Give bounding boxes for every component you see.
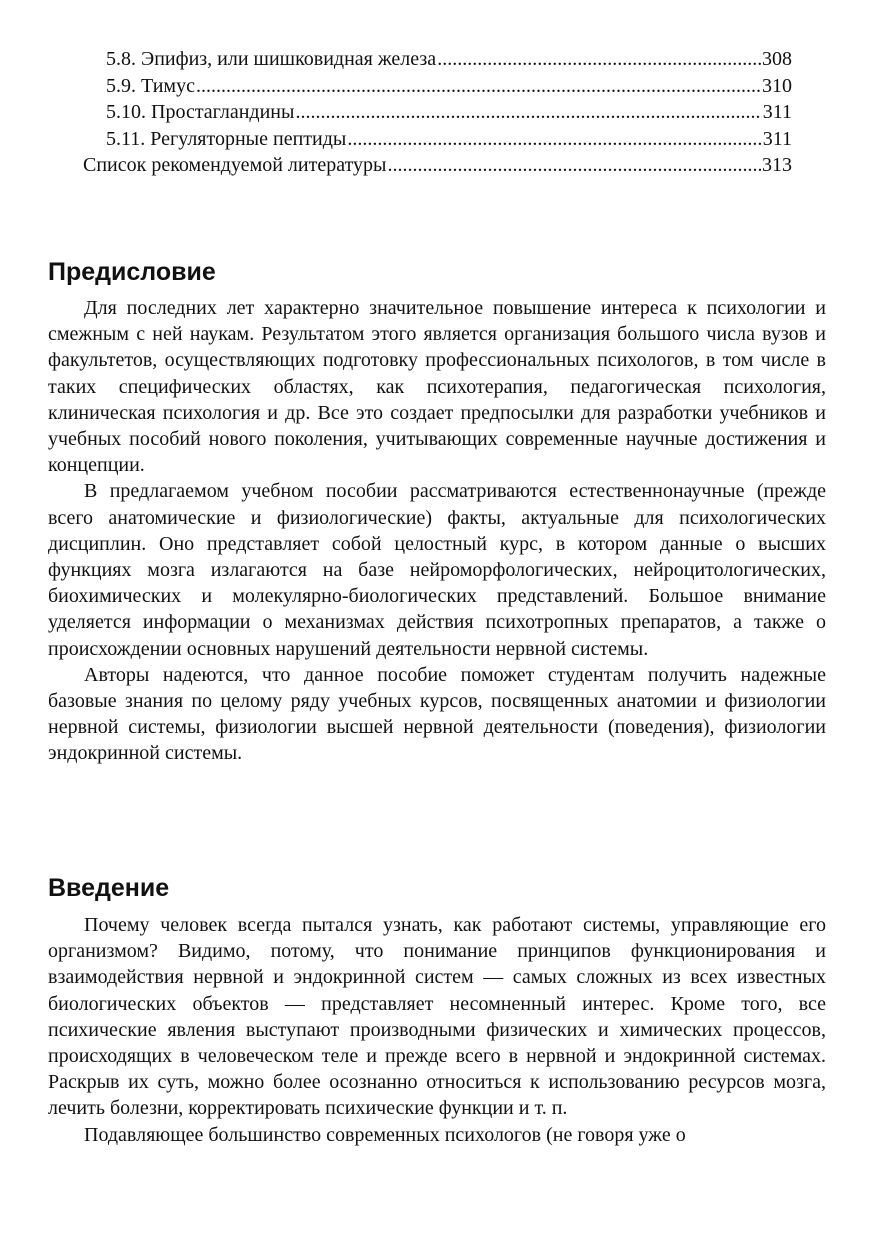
- preface-paragraph: Авторы надеются, что данное пособие поможет студентам получить надежные базовые знания по целому ряду учебных курсов, посвященных анатомии и физиологии нервной системы, физиологии высшей нервной деятельности (поведения), физиологии эндокринной системы.: [48, 663, 826, 765]
- toc-entry-title: 5.10. Простагландины: [106, 99, 295, 126]
- toc-entry-title: 5.9. Тимус: [106, 73, 196, 100]
- toc-dot-leader: [196, 73, 761, 100]
- preface-heading: Предисловие: [48, 258, 216, 286]
- toc-entry-page: 310: [761, 73, 792, 100]
- toc-dot-leader: [347, 126, 761, 153]
- preface-paragraph: Для последних лет характерно значительное повышение интереса к психологии и смежным с ней наукам. Результатом этого является организация большого числа вузов и факультетов, осуществляющих подготовку профессиональных психологов, в том числе в таких специфических областях, как психотерапия, педагогическая психология, клиническая психология и др. Все это создает предпосылки для разработки учебников и учебных пособий нового поколения, учитывающих современные научные достижения и концепции.: [48, 297, 826, 477]
- toc-entry-page: 313: [761, 152, 792, 179]
- toc-entry-page: 311: [762, 126, 792, 153]
- toc-entry-title: 5.11. Регуляторные пептиды: [106, 126, 347, 153]
- introduction-paragraph: Подавляющее большинство современных психологов (не говоря уже о: [84, 1123, 686, 1146]
- preface-paragraph: В предлагаемом учебном пособии рассматриваются естественнонаучные (прежде всего анатомические и физиологические) факты, актуальные для психологических дисциплин. Оно представляет собой целостный курс, в котором данные о высших функциях мозга излагаются на базе нейроморфологических, нейроцитологических, биохимических и молекулярно-биологических представлений. Большое внимание уделяется информации о механизмах действия психотропных препаратов, а также о происхождении основных нарушений деятельности нервной системы.: [48, 480, 826, 660]
- toc-entry-page: 308: [761, 46, 792, 73]
- toc-entry-title: 5.8. Эпифиз, или шишковидная железа: [106, 46, 437, 73]
- toc-entry-title: Список рекомендуемой литературы: [83, 152, 388, 179]
- preface-body: [48, 295, 826, 767]
- toc-entry-5-9[interactable]: [106, 73, 792, 100]
- toc-dot-leader: [388, 152, 762, 179]
- toc-entry-5-10[interactable]: [106, 99, 792, 126]
- toc-entry-5-11[interactable]: [106, 126, 792, 153]
- toc-entry-references[interactable]: [83, 152, 792, 179]
- introduction-heading: Введение: [48, 874, 170, 902]
- toc-dot-leader: [437, 46, 761, 73]
- toc-dot-leader: [295, 99, 761, 126]
- toc-entry-page: 311: [762, 99, 792, 126]
- toc-entry-5-8[interactable]: [106, 46, 792, 73]
- table-of-contents: [0, 46, 874, 179]
- introduction-body: [48, 912, 826, 1148]
- introduction-paragraph: Почему человек всегда пытался узнать, как работают системы, управляющие его организмом? Видимо, потому, что понимание принципов функционирования и взаимодействия нервной и эндокринной систем — самых сложных из всех известных биологических объектов — представляет несомненный интерес. Кроме того, все психические явления выступают производными физических и химических процессов, происходящих в человеческом теле и прежде всего в нервной и эндокринной системах. Раскрыв их суть, можно более осознанно относиться к использованию ресурсов мозга, лечить болезни, корректировать психические функции и т. п.: [48, 914, 826, 1120]
